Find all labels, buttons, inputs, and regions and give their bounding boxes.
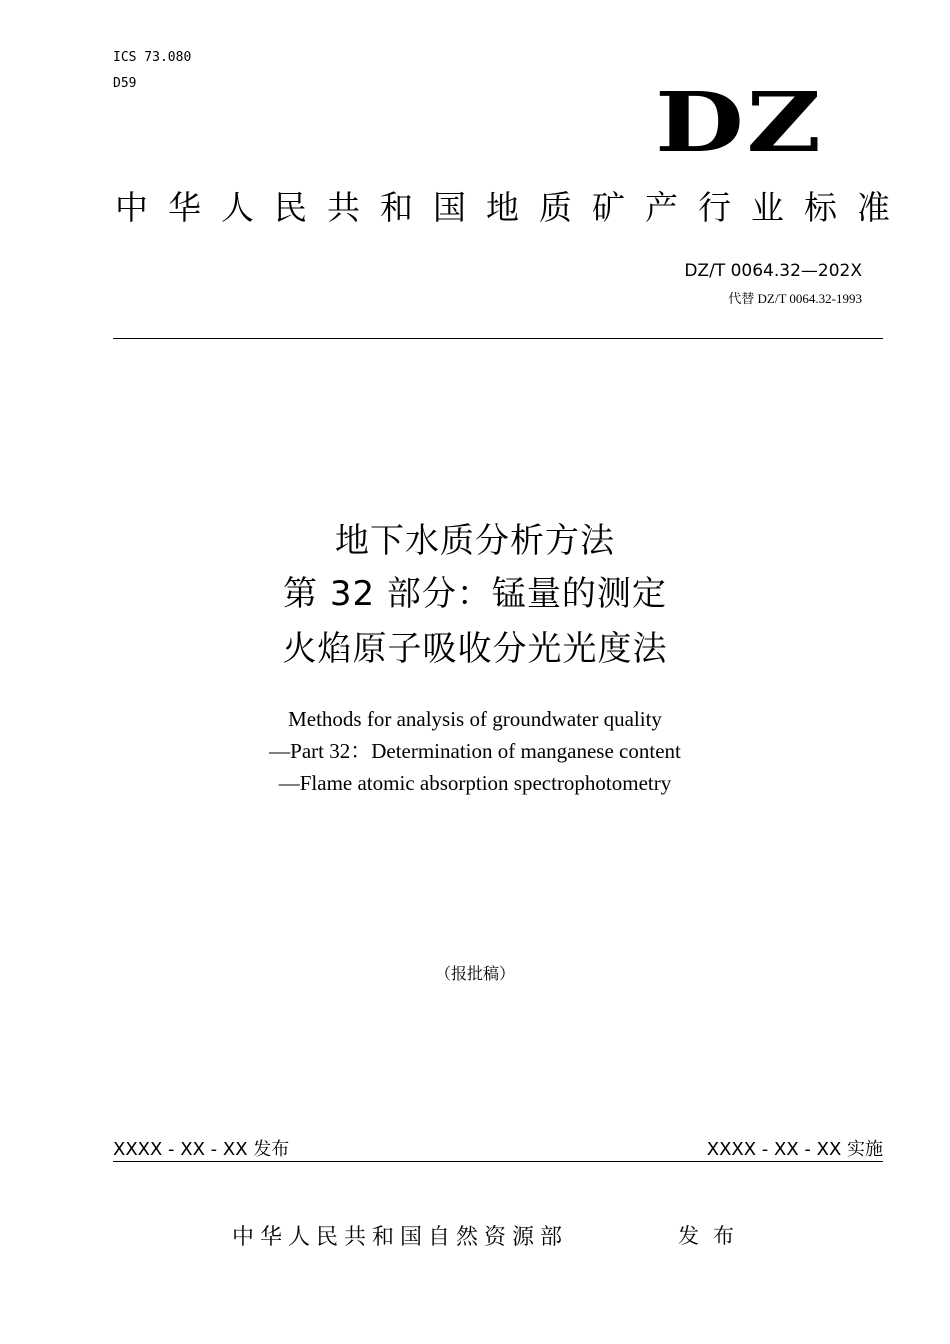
implementation-date: XXXX - XX - XX 实施: [706, 1139, 883, 1160]
title-cn-line1: 地下水质分析方法: [335, 521, 615, 561]
title-cn-line3: 火焰原子吸收分光光度法: [282, 629, 668, 669]
standard-number: DZ/T 0064.32—202X: [684, 261, 862, 281]
ics-code: ICS 73.080: [113, 50, 192, 65]
title-en-line3: —Flame atomic absorption spectrophotometry: [278, 771, 672, 795]
publish-label: 发布: [678, 1224, 748, 1248]
dz-logo: DZ: [655, 75, 824, 171]
issue-date: XXXX - XX - XX 发布: [113, 1139, 290, 1160]
title-en-line2: —Part 32：Determination of manganese content: [269, 739, 681, 763]
title-en-line1: Methods for analysis of groundwater quality: [288, 707, 662, 731]
header-divider: [113, 338, 883, 339]
title-cn-line2: 第 32 部分：锰量的测定: [283, 574, 667, 614]
publisher-name: 中华人民共和国自然资源部: [232, 1225, 569, 1250]
footer-divider: [113, 1161, 883, 1162]
draft-status: （报批稿）: [434, 964, 515, 983]
ccs-code: D59: [113, 76, 137, 91]
standard-category: 中华人民共和国地质矿产行业标准: [115, 188, 910, 227]
replaces-standard: 代替 DZ/T 0064.32-1993: [728, 291, 862, 306]
